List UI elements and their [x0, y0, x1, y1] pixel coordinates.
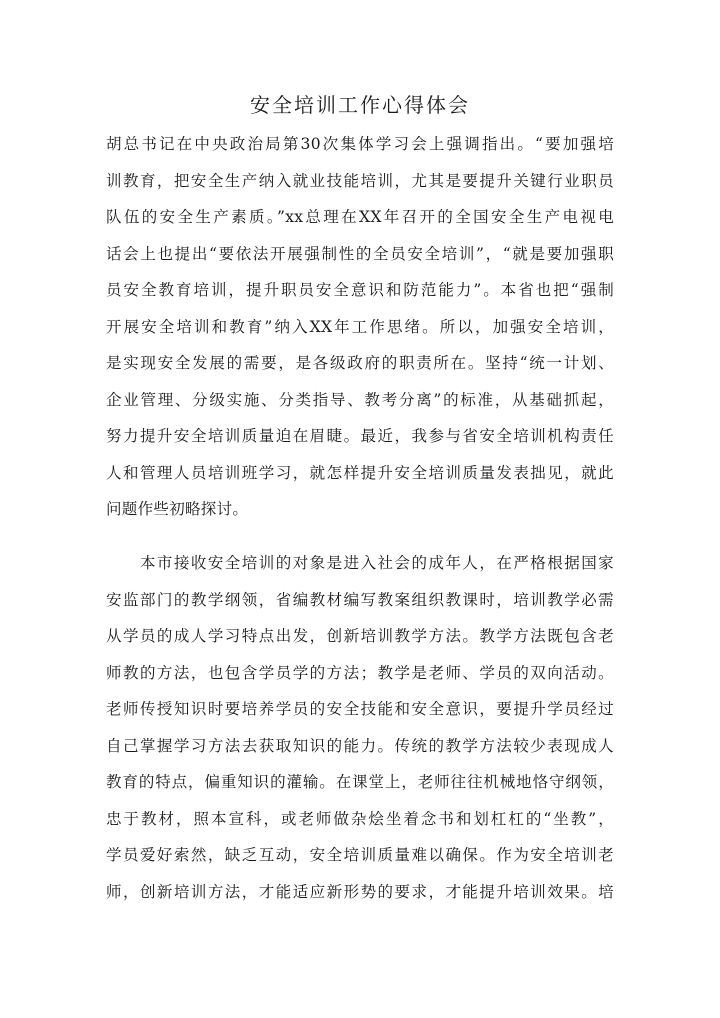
text-line: 开展安全培训和教育”纳入XX年工作思绪。所以，加强安全培训，	[106, 317, 614, 336]
paragraph-1	[106, 126, 614, 528]
text-line: 老师传授知识时要培养学员的安全技能和安全意识，要提升学员经过	[106, 700, 614, 718]
text-line: 话会上也提出“要依法开展强制性的全员安全培训”，“就是要加强职	[106, 244, 614, 263]
text-line: 是实现安全发展的需要，是各级政府的职责所在。坚持“统一计划、	[106, 354, 614, 372]
text-line: 本市接收安全培训的对象是进入社会的成年人，在严格根据国家	[106, 554, 614, 572]
text-line: 从学员的成人学习特点出发，创新培训教学方法。教学方法既包含老	[106, 627, 614, 645]
text-line: 教育的特点，偏重知识的灌输。在课堂上，老师往往机械地恪守纲领，	[106, 773, 614, 791]
text-line: 学员爱好索然，缺乏互动，安全培训质量难以确保。作为安全培训老	[106, 846, 614, 864]
text-line: 努力提升安全培训质量迫在眉睫。最近，我参与省安全培训机构责任	[106, 427, 614, 445]
text-line: 安监部门的教学纲领，省编教材编写教案组织教课时，培训教学必需	[106, 590, 614, 609]
text-line: 师教的方法，也包含学员学的方法；教学是老师、学员的双向活动。	[106, 663, 614, 682]
text-line: 自己掌握学习方法去获取知识的能力。传统的教学方法较少表现成人	[106, 736, 614, 755]
text-line: 胡总书记在中央政治局第30次集体学习会上强调指出。“要加强培	[106, 135, 614, 153]
text-line: 问题作些初略探讨。	[106, 500, 249, 518]
document-title: 安全培训工作心得体会	[250, 93, 470, 117]
text-line: 人和管理人员培训班学习，就怎样提升安全培训质量发表拙见，就此	[106, 463, 614, 482]
text-line: 员安全教育培训，提升职员安全意识和防范能力”。本省也把“强制	[106, 281, 614, 299]
text-line: 队伍的安全生产素质。”xx总理在XX年召开的全国安全生产电视电	[106, 208, 614, 226]
paragraph-2	[106, 545, 614, 910]
text-line: 企业管理、分级实施、分类指导、教考分离”的标准，从基础抓起，	[106, 390, 614, 409]
text-line: 训教育，把安全生产纳入就业技能培训，尤其是要提升关键行业职员	[106, 171, 614, 190]
text-line: 师，创新培训方法，才能适应新形势的要求，才能提升培训效果。培	[106, 882, 614, 901]
text-line: 忠于教材，照本宣科，或老师做杂烩坐着念书和划杠杠的“坐教”，	[106, 809, 614, 828]
